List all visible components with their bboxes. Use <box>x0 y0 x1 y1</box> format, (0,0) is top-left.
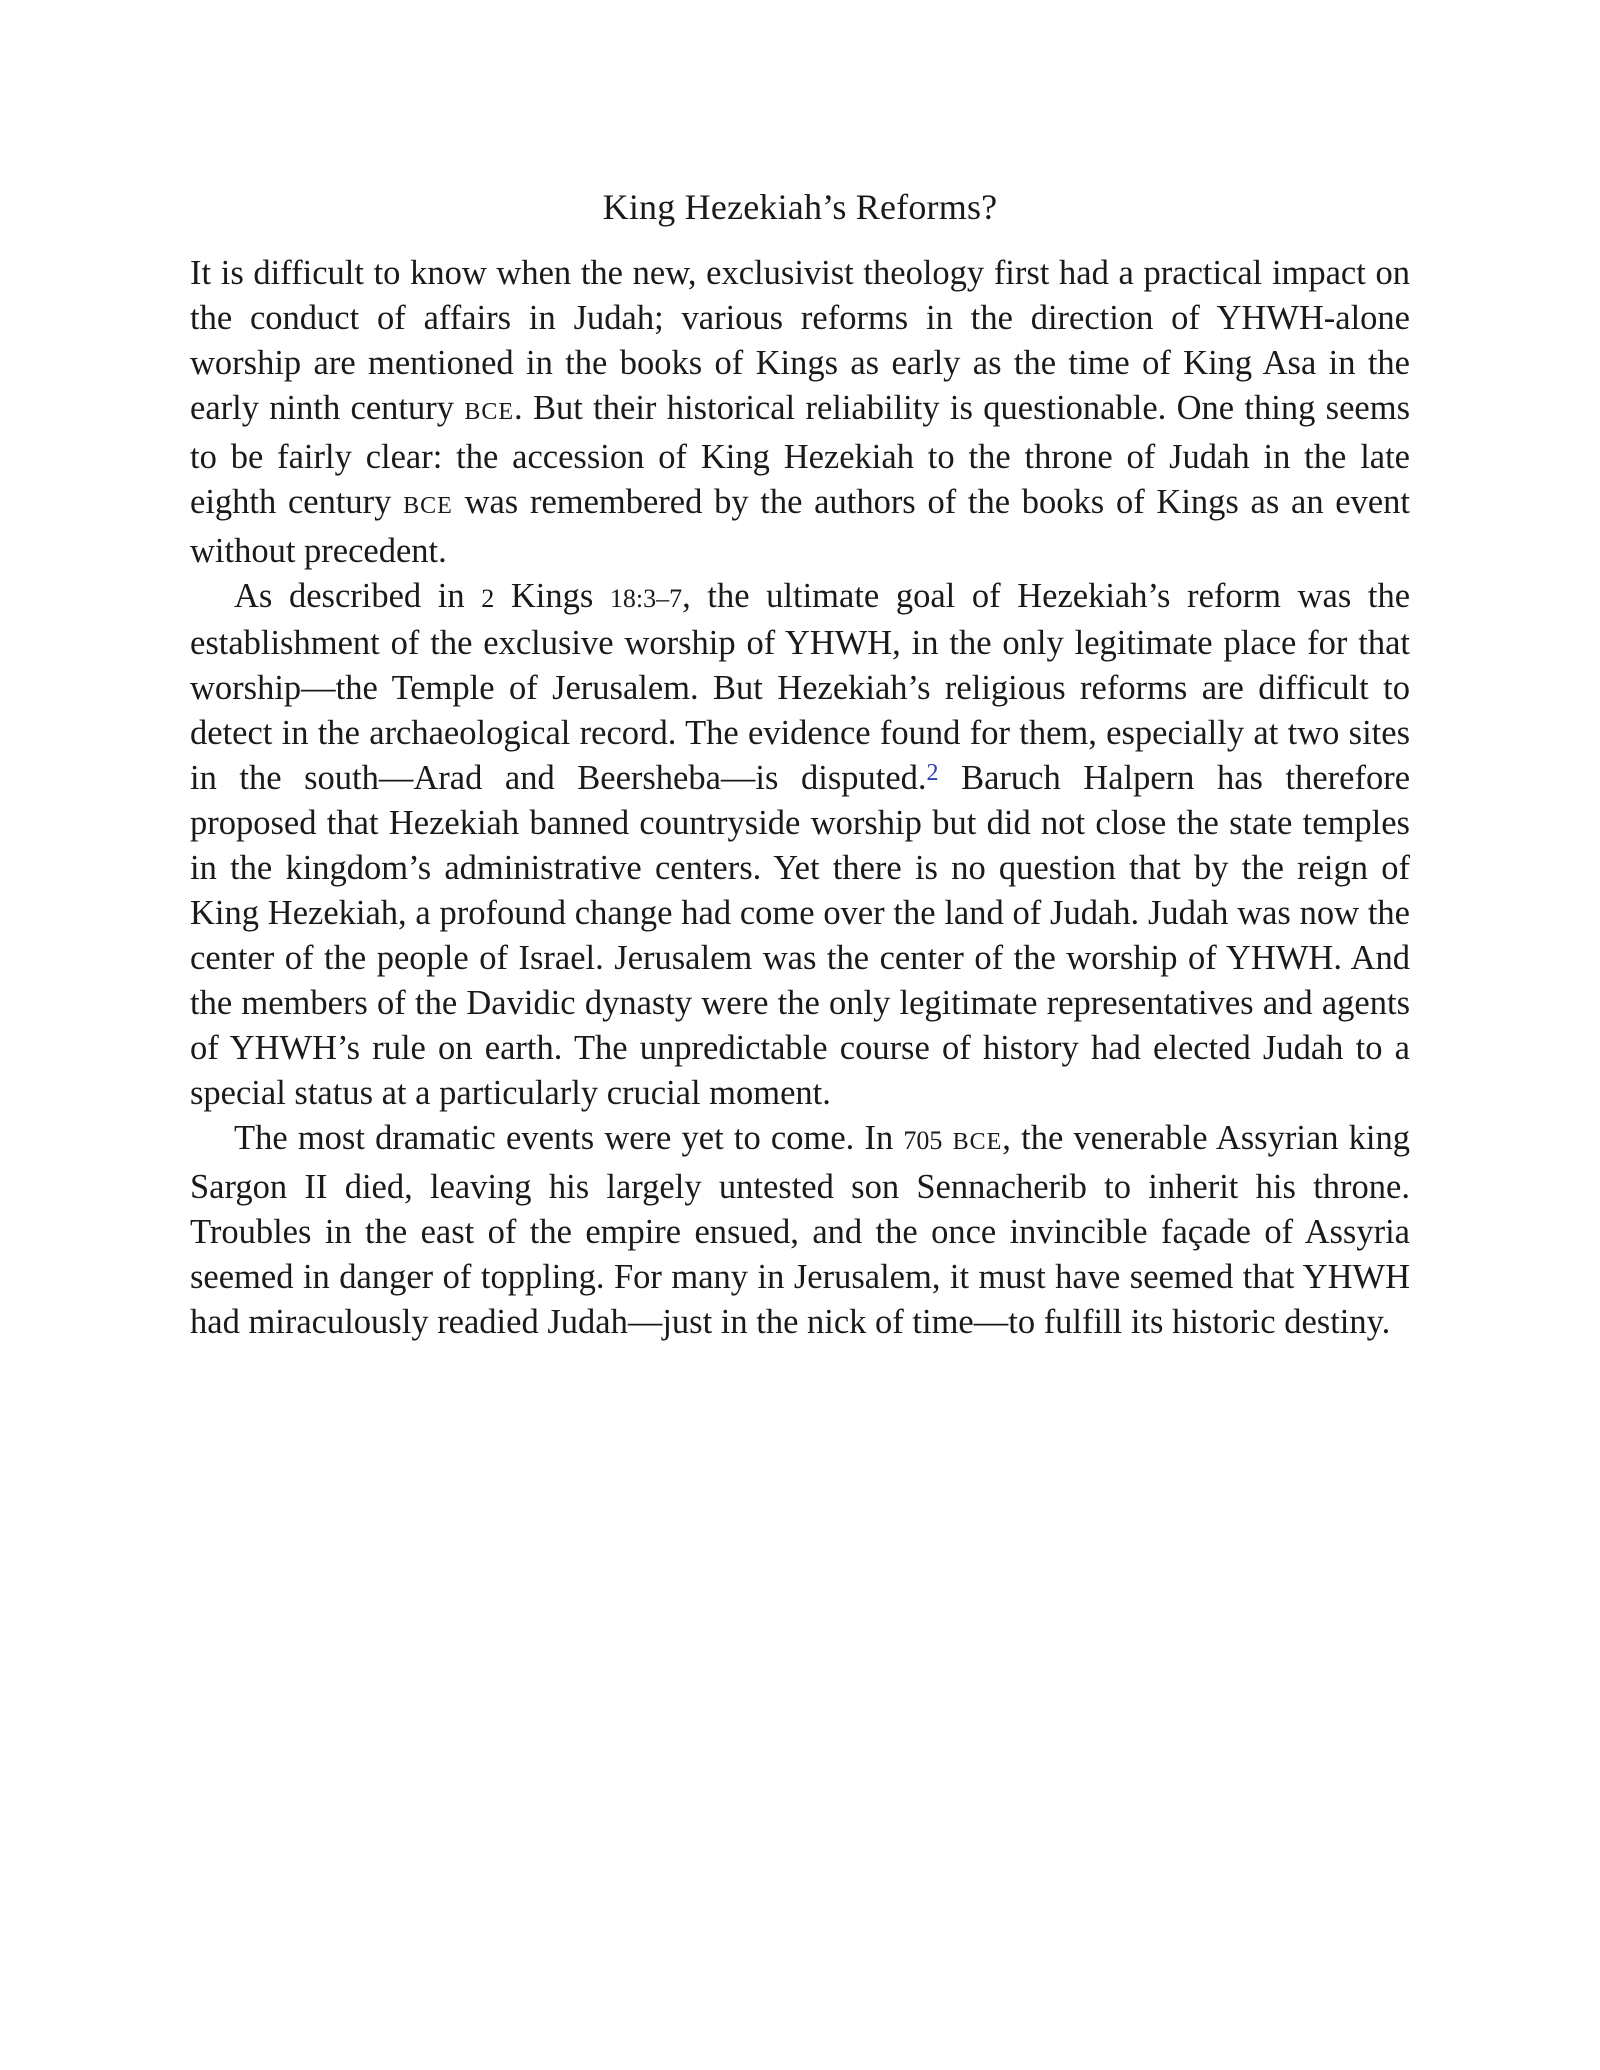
year-value: 705 <box>903 1126 943 1155</box>
section-title: King Hezekiah’s Reforms? <box>602 187 998 227</box>
era-label: BCE <box>952 1129 1003 1155</box>
paragraph-1 <box>190 251 1410 574</box>
paragraph-3-text-a: The most dramatic events were yet to come. In <box>234 1119 894 1157</box>
scripture-ref-verses: 18:3–7 <box>609 584 683 613</box>
paragraph-1-text-b: . But their historical reliability is questionable. One thing seems to be fairly clear: the accession of King Hezekiah to the throne of Judah in the late eighth century <box>190 389 1410 521</box>
paragraph-2-text-c: Baruch Halpern has therefore proposed that Hezekiah banned countryside worship but did not close the state temples in the kingdom’s administrative centers. Yet there is no question that by the reign of King Hezekiah, a profound change had come over the land of Judah. Judah was now the center of the people of Israel. Jerusalem was the center of the worship of YHWH. And the members of the Davidic dynasty were the only legitimate representatives and agents of YHWH’s rule on earth. The unpredictable course of history had elected Judah to a special status at a particularly crucial moment. <box>190 759 1411 1112</box>
paragraph-2 <box>190 574 1410 1116</box>
era-label: BCE <box>464 399 515 425</box>
page-body <box>190 185 1410 1345</box>
paragraph-2-text-a: As described in <box>234 577 465 615</box>
paragraph-2-text-b: , the ultimate goal of Hezekiah’s reform was the establishment of the exclusive worship of YHWH, in the only legitimate place for that worship—the Temple of Jerusalem. But Hezekiah’s religious reforms are difficult to detect in the archaeological record. The evidence found for them, especially at two sites in the south—Arad and Beersheba—is disputed. <box>190 577 1411 797</box>
scripture-ref-book: Kings <box>510 577 594 615</box>
paragraph-1-text-a: It is difficult to know when the new, exclusivist theology first had a practical impact on the conduct of affairs in Judah; various reforms in the direction of YHWH-alone worship are mentioned in the books of Kings as early as the time of King Asa in the early ninth century <box>190 254 1410 427</box>
paragraph-3 <box>190 1116 1410 1345</box>
scripture-ref-chapter: 2 <box>481 584 495 613</box>
paragraph-3-text-b: , the venerable Assyrian king Sargon II died, leaving his largely untested son Sennacherib to inherit his throne. Troubles in the east of the empire ensued, and the once invincible façade of Assyria seemed in danger of toppling. For many in Jerusalem, it must have seemed that YHWH had miraculously readied Judah—just in the nick of time—to fulfill its historic destiny. <box>190 1119 1411 1341</box>
paragraph-1-text-c: was remembered by the authors of the books of Kings as an event without precedent. <box>190 483 1411 570</box>
footnote-link[interactable]: 2 <box>926 760 939 786</box>
era-label: BCE <box>403 493 453 519</box>
